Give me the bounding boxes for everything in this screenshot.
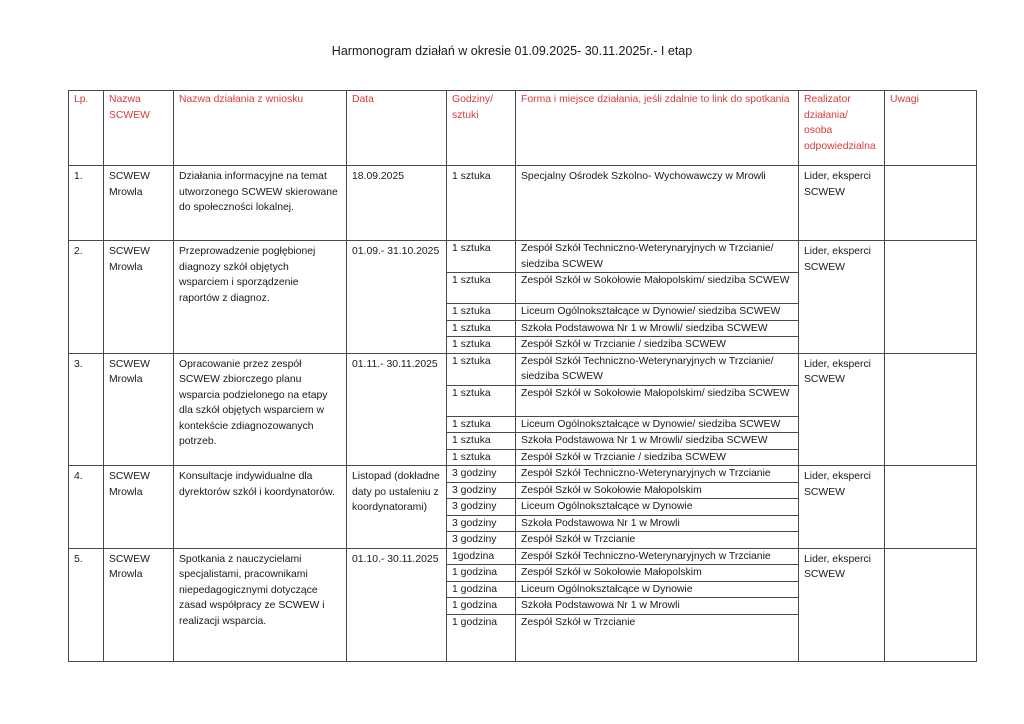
table-row [69, 241, 977, 273]
row-qty: 1 sztuka [447, 166, 516, 241]
row-qty: 3 godziny [447, 532, 516, 549]
row-place: Zespół Szkół w Sokołowie Małopolskim [516, 565, 799, 582]
row-qty: 1 sztuka [447, 337, 516, 354]
row-lp: 4. [69, 466, 104, 549]
row-qty: 1 sztuka [447, 241, 516, 273]
row-place: Zespół Szkół Techniczno-Weterynaryjnych w Trzcianie [516, 548, 799, 565]
row-notes [885, 353, 977, 466]
row-notes [885, 166, 977, 241]
row-place: Zespół Szkół Techniczno-Weterynaryjnych w Trzcianie/ siedziba SCWEW [516, 353, 799, 385]
row-qty: 3 godziny [447, 482, 516, 499]
row-qty: 1 sztuka [447, 353, 516, 385]
row-date: 01.10.- 30.11.2025 [347, 548, 447, 661]
header-action-name: Nazwa działania z wniosku [174, 91, 347, 166]
header-row [69, 91, 977, 166]
table-row [69, 466, 977, 483]
row-action: Konsultacje indywidualne dla dyrektorów szkół i koordynatorów. [174, 466, 347, 549]
row-place: Zespół Szkół w Sokołowie Małopolskim/ siedziba SCWEW [516, 385, 799, 416]
row-scwew: SCWEW Mrowla [104, 353, 174, 466]
row-realizator: Lider, eksperci SCWEW [799, 466, 885, 549]
row-qty: 1 sztuka [447, 433, 516, 450]
row-action: Spotkania z nauczycielami specjalistami, pracownikami niepedagogicznymi dotyczące zasad współpracy ze SCWEW i realizacji wsparcia. [174, 548, 347, 661]
header-realizator: Realizator działania/ osoba odpowiedzialna [799, 91, 885, 166]
header-hours-units: Godziny/ sztuki [447, 91, 516, 166]
row-place: Specjalny Ośrodek Szkolno- Wychowawczy w Mrowli [516, 166, 799, 241]
row-place: Szkoła Podstawowa Nr 1 w Mrowli [516, 598, 799, 615]
table-row [69, 353, 977, 385]
row-qty: 3 godziny [447, 466, 516, 483]
row-place: Szkoła Podstawowa Nr 1 w Mrowli/ siedziba SCWEW [516, 433, 799, 450]
row-place: Zespół Szkół Techniczno-Weterynaryjnych w Trzcianie [516, 466, 799, 483]
row-realizator: Lider, eksperci SCWEW [799, 353, 885, 466]
header-scwew-name: Nazwa SCWEW [104, 91, 174, 166]
row-place: Szkoła Podstawowa Nr 1 w Mrowli/ siedziba SCWEW [516, 320, 799, 337]
row-action: Przeprowadzenie pogłębionej diagnozy szkół objętych wsparciem i sporządzenie raportów z diagnoz. [174, 241, 347, 354]
row-qty: 1godzina [447, 548, 516, 565]
row-notes [885, 466, 977, 549]
row-lp: 1. [69, 166, 104, 241]
row-action: Opracowanie przez zespół SCWEW zbiorczego planu wsparcia podzielonego na etapy dla szkół objętych wsparciem w kontekście zdiagnozowanych potrzeb. [174, 353, 347, 466]
row-scwew: SCWEW Mrowla [104, 241, 174, 354]
row-qty: 1 godzina [447, 598, 516, 615]
row-place: Zespół Szkół w Sokołowie Małopolskim [516, 482, 799, 499]
row-date: 01.11.- 30.11.2025 [347, 353, 447, 466]
row-qty: 1 sztuka [447, 273, 516, 304]
header-form-place: Forma i miejsce działania, jeśli zdalnie to link do spotkania [516, 91, 799, 166]
row-place: Liceum Ogólnokształcące w Dynowie [516, 581, 799, 598]
row-scwew: SCWEW Mrowla [104, 548, 174, 661]
row-place: Zespół Szkół w Trzcianie [516, 614, 799, 661]
row-place: Szkoła Podstawowa Nr 1 w Mrowli [516, 515, 799, 532]
row-realizator: Lider, eksperci SCWEW [799, 241, 885, 354]
row-scwew: SCWEW Mrowla [104, 166, 174, 241]
row-qty: 1 godzina [447, 581, 516, 598]
header-notes: Uwagi [885, 91, 977, 166]
row-place: Zespół Szkół Techniczno-Weterynaryjnych w Trzcianie/ siedziba SCWEW [516, 241, 799, 273]
table-row [69, 166, 977, 241]
header-date: Data [347, 91, 447, 166]
document-title: Harmonogram działań w okresie 01.09.2025- 30.11.2025r.- I etap [331, 44, 693, 58]
row-lp: 3. [69, 353, 104, 466]
row-scwew: SCWEW Mrowla [104, 466, 174, 549]
row-date: Listopad (dokładne daty po ustaleniu z koordynatorami) [347, 466, 447, 549]
row-qty: 1 sztuka [447, 304, 516, 321]
row-place: Liceum Ogólnokształcące w Dynowie/ siedziba SCWEW [516, 416, 799, 433]
header-lp: Lp. [69, 91, 104, 166]
row-qty: 3 godziny [447, 499, 516, 516]
row-qty: 1 sztuka [447, 416, 516, 433]
row-place: Zespół Szkół w Trzcianie [516, 532, 799, 549]
row-qty: 1 godzina [447, 565, 516, 582]
row-qty: 1 godzina [447, 614, 516, 661]
row-place: Zespół Szkół w Sokołowie Małopolskim/ siedziba SCWEW [516, 273, 799, 304]
row-action: Działania informacyjne na temat utworzonego SCWEW skierowane do społeczności lokalnej. [174, 166, 347, 241]
row-date: 01.09.- 31.10.2025 [347, 241, 447, 354]
row-lp: 5. [69, 548, 104, 661]
row-qty: 1 sztuka [447, 385, 516, 416]
row-realizator: Lider, eksperci SCWEW [799, 166, 885, 241]
row-realizator: Lider, eksperci SCWEW [799, 548, 885, 661]
row-notes [885, 548, 977, 661]
row-place: Zespół Szkół w Trzcianie / siedziba SCWEW [516, 337, 799, 354]
row-qty: 3 godziny [447, 515, 516, 532]
row-lp: 2. [69, 241, 104, 354]
table-row [69, 548, 977, 565]
schedule-table [68, 90, 977, 662]
row-notes [885, 241, 977, 354]
row-place: Liceum Ogólnokształcące w Dynowie/ siedziba SCWEW [516, 304, 799, 321]
row-place: Zespół Szkół w Trzcianie / siedziba SCWEW [516, 449, 799, 466]
row-qty: 1 sztuka [447, 449, 516, 466]
row-qty: 1 sztuka [447, 320, 516, 337]
row-date: 18.09.2025 [347, 166, 447, 241]
row-place: Liceum Ogólnokształcące w Dynowie [516, 499, 799, 516]
